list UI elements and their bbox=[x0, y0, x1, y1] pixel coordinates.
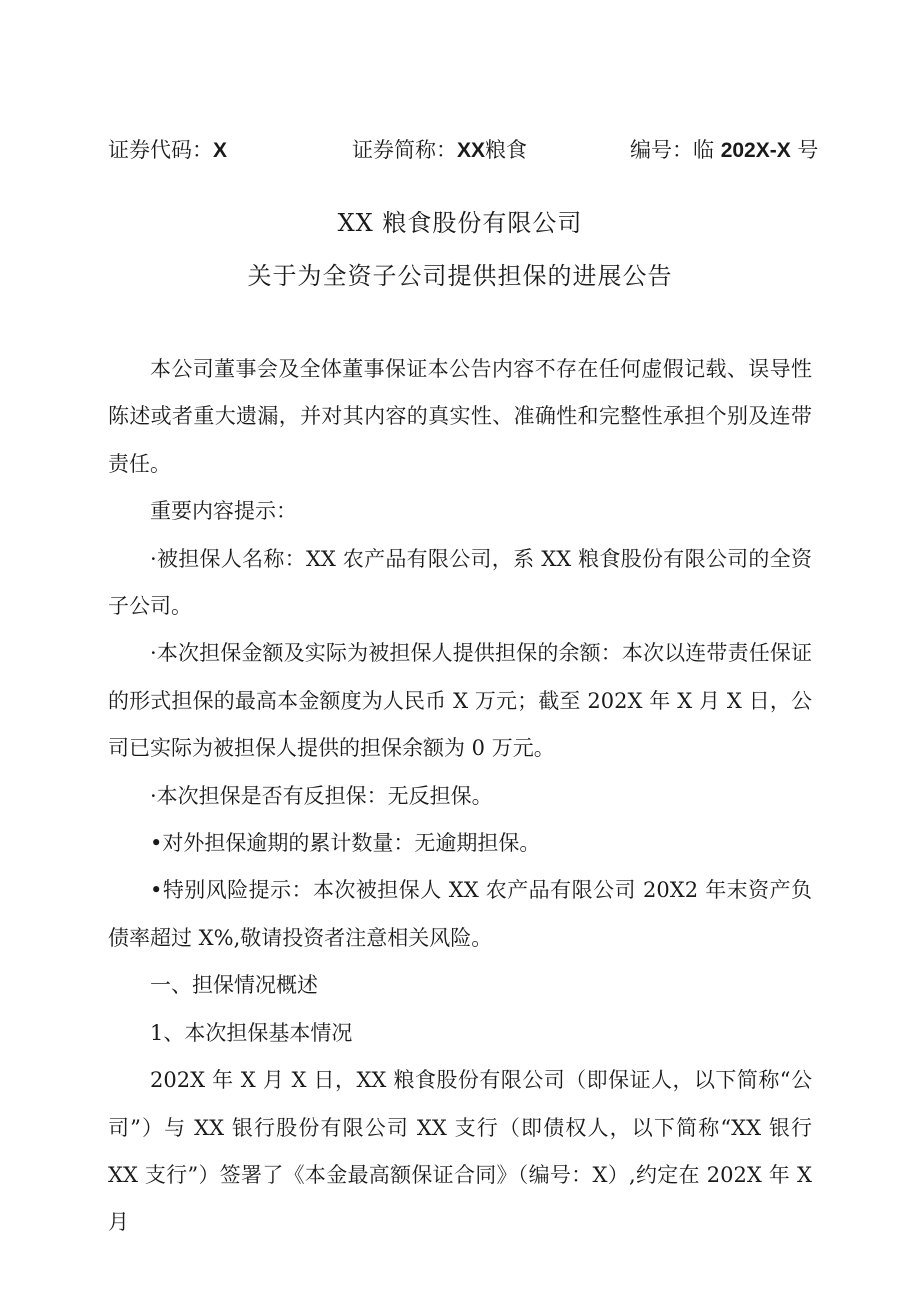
announcement-body bbox=[108, 346, 812, 1247]
subsection-heading-basic: 1、本次担保基本情况 bbox=[150, 1020, 353, 1045]
security-code-label: 证券代码： bbox=[108, 138, 213, 162]
announcement-number-value: 202X-X bbox=[720, 139, 791, 162]
announcement-title: 关于为全资子公司提供担保的进展公告 bbox=[247, 262, 673, 290]
security-abbr bbox=[352, 134, 527, 164]
company-title: XX 粮食股份有限公司 bbox=[337, 209, 583, 237]
header-row bbox=[108, 134, 819, 168]
guarantee-detail-paragraph: 202X 年 X 月 X 日，XX 粮食股份有限公司（即保证人，以下简称“公司”）与 XX 银行股份有限公司 XX 支行（即债权人，以下简称“XX 银行 XX 支行”）签署了《本金最高额保证合同》（编号：X）,约定在 202X 年 X 月 bbox=[108, 1068, 812, 1235]
announcement-number bbox=[630, 134, 818, 164]
disclaimer-paragraph: 本公司董事会及全体董事保证本公告内容不存在任何虚假记载、误导性陈述或者重大遗漏，并对其内容的真实性、准确性和完整性承担个别及连带责任。 bbox=[108, 357, 812, 476]
announcement-number-label: 编号：临 bbox=[630, 138, 721, 162]
security-abbr-label: 证券简称： bbox=[352, 138, 457, 162]
announcement-number-suffix: 号 bbox=[790, 138, 819, 162]
security-code-value: X bbox=[213, 139, 228, 162]
guarantee-amount-item: ·本次担保金额及实际为被担保人提供担保的余额：本次以连带责任保证的形式担保的最高本金额度为人民币 X 万元；截至 202X 年 X 月 X 日，公司已实际为被担保人提供的担保余额为 0 万元。 bbox=[108, 641, 812, 761]
section-heading-overview: 一、担保情况概述 bbox=[150, 973, 318, 998]
overdue-guarantee-item: •对外担保逾期的累计数量：无逾期担保。 bbox=[150, 831, 541, 856]
risk-warning-item: •特别风险提示：本次被担保人 XX 农产品有限公司 20X2 年末资产负债率超过 X%,敬请投资者注意相关风险。 bbox=[108, 878, 812, 950]
guaranteed-party-item: ·被担保人名称：XX 农产品有限公司，系 XX 粮食股份有限公司的全资子公司。 bbox=[108, 546, 812, 619]
counter-guarantee-item: ·本次担保是否有反担保：无反担保。 bbox=[150, 783, 493, 808]
security-code bbox=[108, 134, 227, 164]
security-abbr-suffix: 粮食 bbox=[485, 138, 528, 162]
key-points-heading: 重要内容提示： bbox=[150, 499, 297, 524]
security-abbr-value: XX bbox=[457, 139, 486, 162]
